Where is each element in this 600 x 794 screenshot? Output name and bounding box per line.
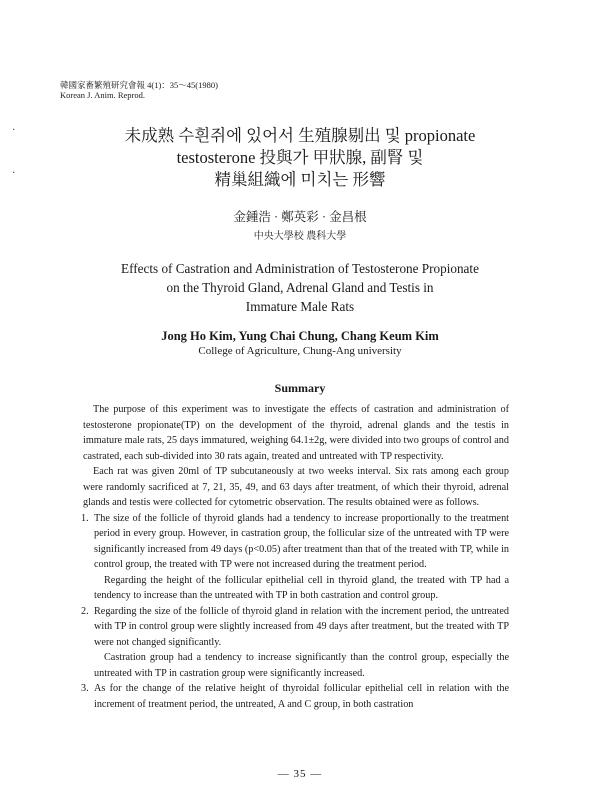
- page-number: — 35 —: [277, 768, 323, 780]
- summary-paragraph: Each rat was given 20ml of TP subcutaneously at two weeks interval. Six rats among each group were randomly sacrificed at 7, 21, 35, 49, and 63 days after treatment, of which their thyroid, adrenal glands and testis were collected for cytometric observation. The results obtained were as follows.: [83, 466, 509, 508]
- item-number: 3.: [81, 683, 89, 694]
- summary-body: [83, 402, 509, 712]
- summary-paragraph: The purpose of this experiment was to investigate the effects of castration and administration of testosterone propionate(TP) on the development of the thyroid, adrenal glands and the testis in immature male rats, 25 days immatured, weighing 64.1±2g, were divided into two groups of control and castrated, each sub-divided into 30 rats again, treated and untreated with TP respectivity.: [83, 404, 509, 462]
- english-title: [40, 259, 560, 316]
- item-text: Regarding the size of the follicle of thyroid gland in relation with the increment period, the untreated with TP in control group were slightly increased from 49 days after treatment, but the treated with TP were not changed significantly.: [94, 605, 509, 648]
- summary-heading: Summary: [274, 381, 326, 395]
- english-title-line-2: on the Thyroid Gland, Adrenal Gland and Testis in: [166, 280, 434, 295]
- journal-line-2: Korean J. Anim. Reprod.: [60, 90, 145, 100]
- korean-authors: 金鍾浩 · 鄭英彩 · 金昌根: [233, 210, 367, 224]
- english-authors: Jong Ho Kim, Yung Chai Chung, Chang Keum Kim: [161, 329, 439, 343]
- results-list: [83, 511, 509, 713]
- item-text: As for the change of the relative height of thyroidal follicular epithelial cell in relation with the increment of treatment period, the untreated, A and C group, in both castration: [94, 683, 509, 710]
- korean-title-line-2: testosterone 投與가 甲狀腺, 副腎 및: [176, 148, 424, 167]
- item-text: The size of the follicle of thyroid glands had a tendency to increase proportionally to the treatment period in every group. However, in castration group, the follicular size of the untreated with TP were significantly increased from 49 days (p<0.05) after treatment than that of the treated with TP, while in control group, the treated with TP were not increased during the treatment period.: [94, 512, 509, 570]
- korean-title-line-1: 未成熟 수흰쥐에 있어서 生殖腺剔出 및 propionate: [124, 126, 476, 145]
- journal-citation: [60, 80, 218, 100]
- results-item: [83, 604, 509, 682]
- item-subtext: Regarding the height of the follicular epithelial cell in thyroid gland, the treated with TP had a tendency to increase than the untreated with TP in both castration and control group.: [94, 574, 509, 601]
- korean-title: [40, 125, 560, 191]
- item-subtext: Castration group had a tendency to increase significantly than the control group, especially the untreated with TP in castration group were significantly increased.: [94, 652, 509, 679]
- item-number: 1.: [81, 512, 89, 524]
- korean-title-line-3: 精巢組織에 미치는 形響: [214, 170, 386, 189]
- english-title-line-3: Immature Male Rats: [245, 299, 355, 314]
- margin-mark: ·: [12, 125, 16, 136]
- korean-affiliation: 中央大學校 農科大學: [253, 231, 347, 242]
- english-affiliation: College of Agriculture, Chung-Ang university: [198, 345, 402, 357]
- results-item: [83, 681, 509, 712]
- journal-line-1: 韓國家畜繁殖研究會報 4(1)：35～45(1980): [60, 80, 218, 90]
- english-title-line-1: Effects of Castration and Administration of Testosterone Propionate: [121, 261, 479, 276]
- results-item: [83, 511, 509, 604]
- margin-mark: ·: [12, 168, 16, 179]
- item-number: 2.: [81, 605, 89, 617]
